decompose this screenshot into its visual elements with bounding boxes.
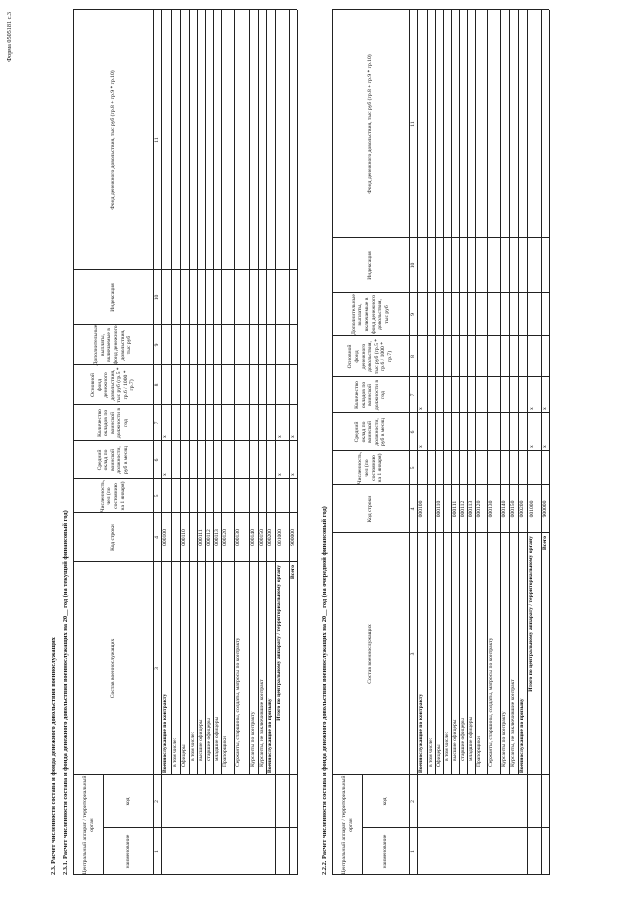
total-cross-mark: x [542,407,548,410]
row-cross-mark: x [162,435,168,438]
table-rule [332,335,549,336]
row-label: Курсанты по контракту [501,711,507,767]
row-label: младшие офицеры [214,716,220,761]
row-code: 000200 [267,529,273,546]
column-number: 5 [154,494,160,498]
row-code: 000140 [250,529,256,546]
column-number: 3 [154,667,160,670]
column-header: Средний оклад по воинской должности, руб в месяц [96,446,129,474]
table-rule [221,10,222,775]
row-code: 000100 [162,529,168,546]
column-number: 8 [410,355,416,358]
row-cross-mark: x [162,473,168,476]
column-number: 6 [154,458,160,462]
table-rule [73,561,297,562]
table-rule [435,10,436,775]
subtotal-cross-mark: x [529,445,535,448]
row-label: в том числе: [190,731,196,761]
row-code: 000140 [501,500,507,518]
subtotal-code: 001000 [277,529,283,546]
column-header: Код строки [367,495,374,523]
subtotal-cross-mark: x [277,435,283,438]
table-rule [73,404,297,405]
column-header: Индексация [367,251,374,280]
subtotal-code: 001000 [529,500,535,518]
table-rule [258,10,259,775]
row-label: высшие офицеры [452,719,458,761]
table-rule [73,9,297,10]
org-code-header: код [124,797,131,806]
column-header: Фонд денежного довольствия, тыс руб (гр.8 + гр.9 * гр.10) [109,70,116,210]
table-rule [518,10,519,775]
column-number: 6 [410,430,416,434]
table-rule [475,10,476,775]
table-rule [266,10,267,775]
org-header: Центральный аппарат / территориальный орган [340,775,354,875]
org-name-header: наименование [382,834,389,869]
column-number: 11 [410,121,416,127]
row-label: Военнослужащие по контракту [162,693,168,773]
column-number: 5 [410,466,416,470]
table-rule [73,440,297,441]
section-title: 2.3. Расчет численности состава и фонда денежного довольствия военнослужащих [50,637,57,875]
column-header: Количество окладов по воинской должности в год [354,379,387,411]
table-next-year [332,10,549,875]
table-rule [509,10,510,775]
table-rule [189,10,190,775]
column-header: Численность, чел (по состоянию на 1 января) [357,451,384,485]
column-header: Индексация [109,283,116,312]
subtotal-cross-mark: x [529,407,535,410]
table-rule [213,10,214,775]
column-number: 4 [154,536,160,539]
row-label: в том числе: [172,737,178,767]
column-number: 7 [410,393,416,397]
table-rule [549,10,550,875]
column-header: Основной фонд денежного довольствия, тыс руб (гр.5 * гр.6 / 1000 * гр.7) [347,338,393,375]
table-rule [249,10,250,775]
row-label: Военнослужащие по призыву [267,698,273,773]
row-label: Военнослужащие по призыву [519,698,525,773]
column-header: Состав военнослужащих [367,624,374,684]
org-code-header: код [382,797,389,806]
row-label: Военнослужащие по контракту [418,693,424,773]
table2-title: 2.2.2. Расчет численности состава и фонда денежного довольствия военнослужащих на 20__ год (на очередной финансовый год) [321,506,328,875]
subtotal-cross-mark: x [277,473,283,476]
column-header: Количество окладов по воинской должности в год [96,407,129,439]
column-number: 4 [410,507,416,511]
column-number: 10 [410,262,416,269]
column-header: Код строки [109,524,116,551]
table-rule [332,9,549,10]
table-rule [443,10,444,775]
row-label: старшие офицеры [460,718,466,761]
row-code: 000110 [436,500,442,518]
table-rule [451,10,452,775]
row-code: 000111 [198,529,204,546]
row-code: 000130 [488,500,494,518]
row-code: 000112 [460,500,466,518]
column-number: 9 [154,343,160,347]
table-current-year [73,10,297,875]
row-code: 000113 [468,500,474,518]
table-rule [427,10,428,775]
row-label: Прапорщики [476,736,482,767]
table-rule [467,10,468,775]
row-label: в том числе: [444,731,450,761]
subtotal-label: Итого по центральному аппарату / территориальному органу [276,565,282,721]
column-number: 1 [154,850,160,853]
table-rule [197,10,198,775]
table-rule [332,484,549,485]
column-header: Состав военнослужащих [109,638,116,699]
row-label: высшие офицеры [198,719,204,761]
total-cross-mark: x [542,445,548,448]
table-rule [332,376,549,377]
row-label: Сержанты, старшины, солдаты, матросы по контракту [488,637,494,767]
table-rule [332,412,549,413]
row-code: 000200 [519,500,525,518]
table1-title: 2.3.1. Расчет численности состава и фонда денежного довольствия военнослужащих на 20__ год (на текущий финансовый год) [62,510,69,875]
row-code: 000110 [181,529,187,546]
row-code: 000150 [510,500,516,518]
table-rule [171,10,172,775]
column-header: Численность, чел (по состоянию на 1 января) [99,479,126,513]
table-rule [332,450,549,451]
table-rule [459,10,460,775]
row-label: младшие офицеры [468,716,474,761]
column-number: 10 [154,294,160,301]
row-label: старшие офицеры [206,718,212,761]
table-rule [205,10,206,775]
org-name-header: наименование [124,834,131,869]
row-code: 000112 [206,529,212,546]
row-code: 000100 [418,500,424,518]
table-rule [297,10,298,875]
total-cross-mark: x [290,473,296,476]
row-label: Офицеры [181,744,187,767]
subtotal-label: Итого по центральному аппарату / территориальному органу [528,536,534,692]
column-number: 8 [154,383,160,387]
column-header: Фонд денежного довольствия, тыс руб (гр.8 + гр.9 * гр.10) [367,54,374,194]
table-rule [332,237,549,238]
org-header: Центральный аппарат / территориальный орган [81,775,95,875]
row-label: в том числе: [428,737,434,767]
form-label: Форма 0505181 с.3 [6,12,13,62]
row-label: Курсанты по контракту [250,711,256,767]
row-code: 000120 [476,500,482,518]
total-cross-mark: x [290,435,296,438]
column-number: 2 [410,800,416,803]
table-rule [73,512,297,513]
total-label: Всего [542,536,548,550]
row-code: 000111 [452,500,458,518]
row-label: Прапорщики [222,736,228,767]
row-label: Офицеры [436,744,442,767]
total-code: 900000 [290,529,296,546]
column-header: Средний оклад по воинской должности, руб в месяц [354,418,387,446]
total-label: Всего [290,565,296,579]
row-label: Курсанты, не заключившие контракт [259,679,265,767]
column-number: 1 [410,850,416,853]
column-number: 11 [154,137,160,143]
column-number: 9 [410,313,416,316]
column-number: 2 [154,800,160,803]
column-header: Основной фонд денежного довольствия, тыс руб (гр.5 * гр.6 / 1000 * гр.7) [89,367,136,403]
row-code: 000150 [259,529,265,546]
table-rule [73,269,297,270]
total-code: 900000 [542,500,548,518]
column-header: Дополнительные выплаты, включаемые в фонд денежного довольствия, тыс руб [93,324,133,366]
table-rule [332,532,549,533]
table-rule [73,478,297,479]
column-number: 7 [154,421,160,425]
row-cross-mark: x [418,407,424,410]
row-code: 000130 [235,529,241,546]
table-rule [180,10,181,775]
row-cross-mark: x [418,445,424,448]
column-number: 3 [410,652,416,656]
column-header: Дополнительные выплаты, включаемые в фонд денежного довольствия, тыс руб [350,294,390,335]
row-code: 000120 [222,529,228,546]
row-label: Сержанты, старшины, солдаты, матросы по контракту [235,637,241,767]
row-label: Курсанты, не заключившие контракт [510,679,516,767]
table-rule [500,10,501,775]
table-rule [332,292,549,293]
row-code: 000113 [214,529,220,546]
